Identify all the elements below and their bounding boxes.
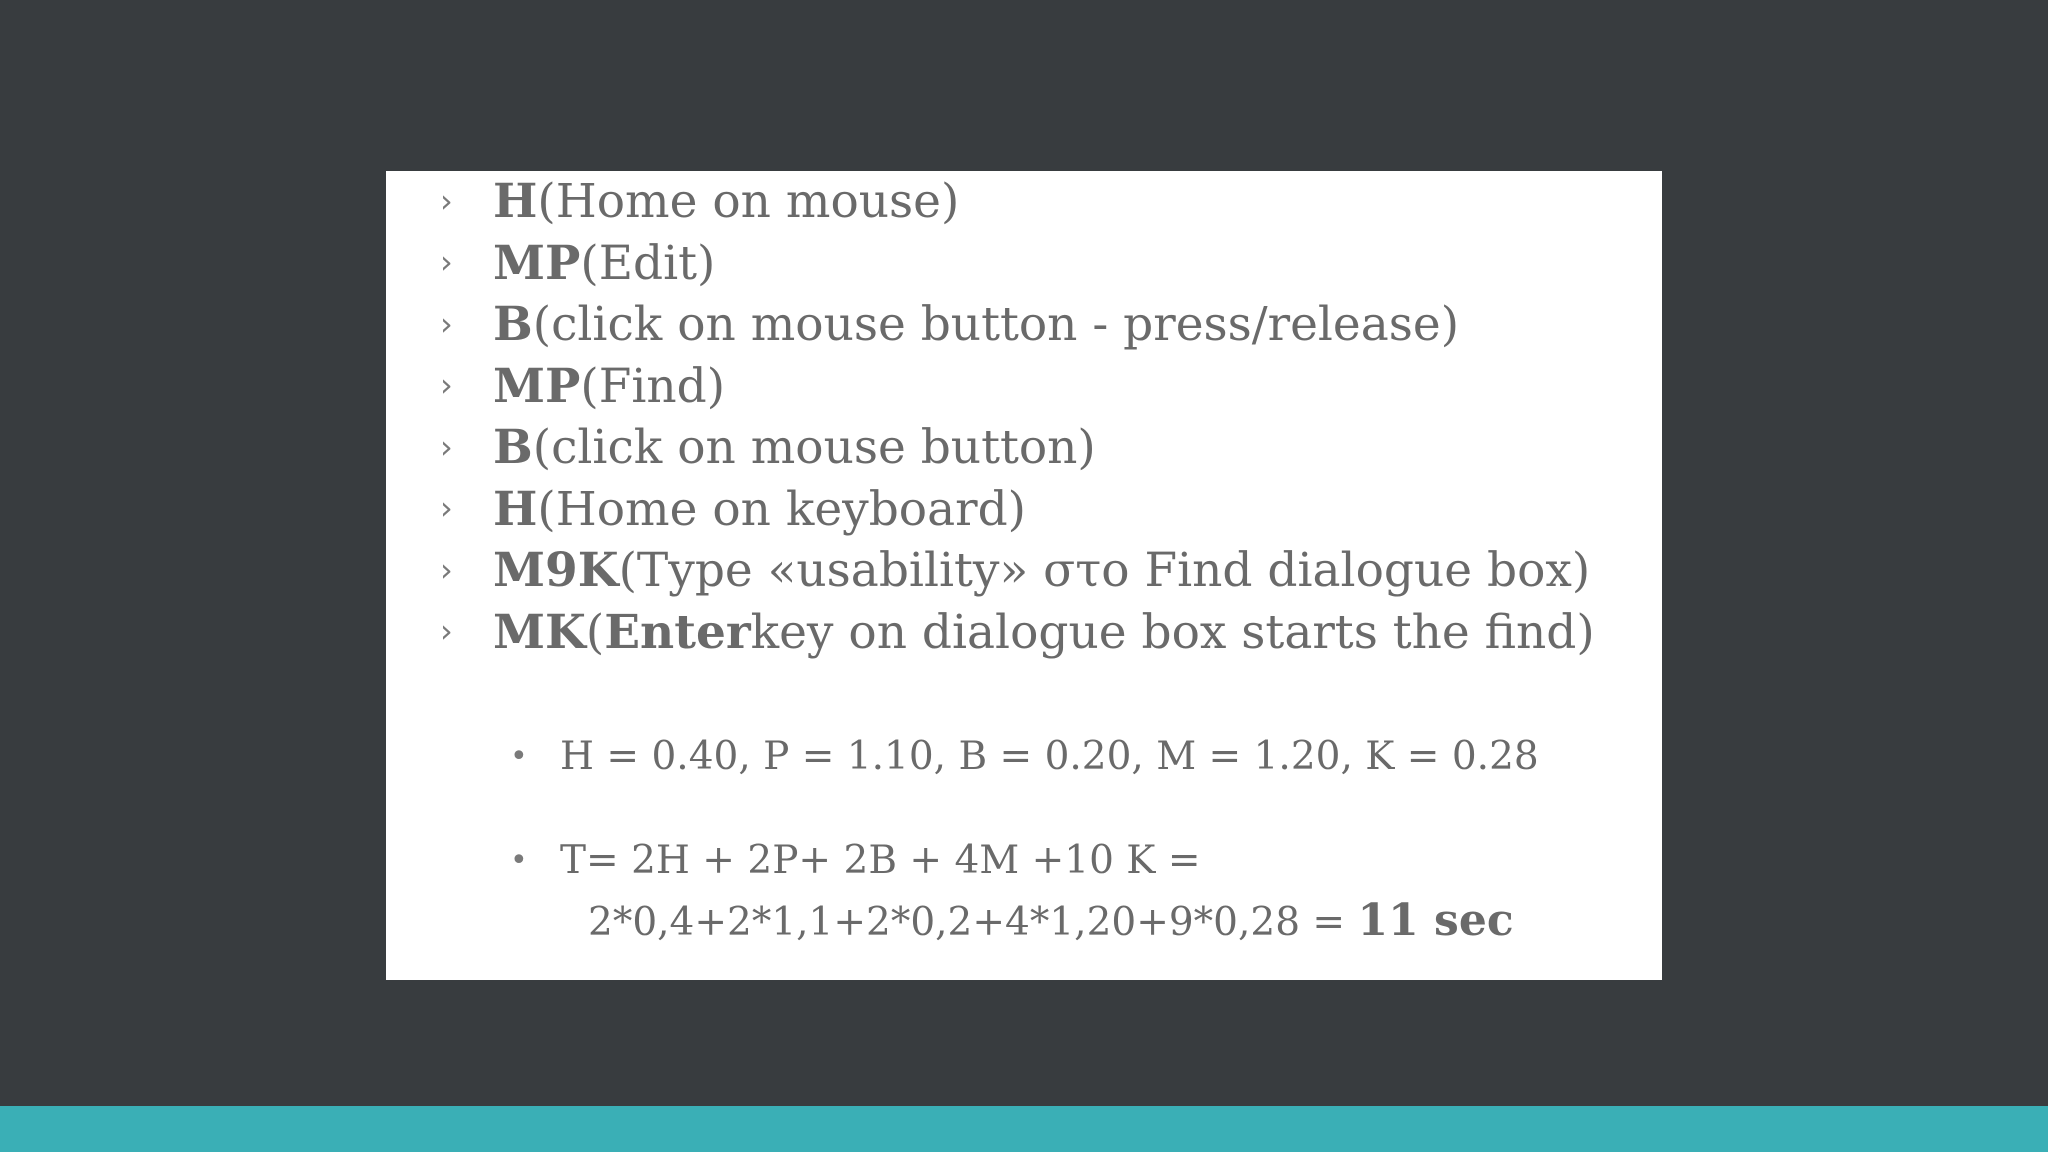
step-description: (Edit) (580, 235, 716, 291)
chevron-right-icon: › (440, 243, 453, 282)
total-time-text (560, 831, 1514, 953)
step-item (440, 602, 1595, 664)
step-item (440, 417, 1595, 479)
step-code: MP (493, 358, 581, 414)
step-description-bold: Enter (604, 604, 751, 660)
bullet-icon: • (510, 739, 528, 774)
slide-panel (386, 171, 1662, 980)
accent-bar (0, 1106, 2048, 1152)
step-code: B (493, 420, 533, 476)
chevron-right-icon: › (440, 612, 453, 651)
step-item (440, 294, 1595, 356)
step-item (440, 356, 1595, 418)
step-description-post: key on dialogue box starts the find) (750, 604, 1595, 660)
chevron-right-icon: › (440, 304, 453, 343)
step-description: (click on mouse button - press/release) (532, 297, 1460, 353)
step-item (440, 233, 1595, 295)
step-code: B (493, 297, 533, 353)
step-description: (Find) (580, 358, 726, 414)
chevron-right-icon: › (440, 366, 453, 405)
step-description: (click on mouse button) (532, 420, 1096, 476)
step-code: MP (493, 235, 581, 291)
step-code: M9K (493, 543, 619, 599)
step-item (440, 171, 1595, 233)
chevron-right-icon: › (440, 427, 453, 466)
step-code: H (493, 174, 538, 230)
total-formula-line: T= 2H + 2P+ 2B + 4M +10 K = (560, 838, 1201, 883)
step-description-pre: ( (585, 604, 605, 660)
bullet-icon: • (510, 843, 528, 878)
chevron-right-icon: › (440, 181, 453, 220)
total-calculation-line (560, 891, 1514, 953)
step-description: (Home on mouse) (537, 174, 960, 230)
step-item (440, 479, 1595, 541)
chevron-right-icon: › (440, 550, 453, 589)
klm-step-list (440, 171, 1595, 663)
step-code: MK (493, 604, 586, 660)
step-description: (Home on keyboard) (537, 481, 1027, 537)
total-calculation: 2*0,4+2*1,1+2*0,2+4*1,20+9*0,28 = (588, 900, 1358, 945)
step-code: H (493, 481, 538, 537)
operator-values-text: H = 0.40, P = 1.10, B = 0.20, M = 1.20, K = 0.28 (560, 734, 1539, 779)
chevron-right-icon: › (440, 489, 453, 528)
step-description: (Type «usability» στο Find dialogue box) (618, 543, 1591, 599)
total-result: 11 sec (1357, 895, 1514, 946)
step-item (440, 540, 1595, 602)
